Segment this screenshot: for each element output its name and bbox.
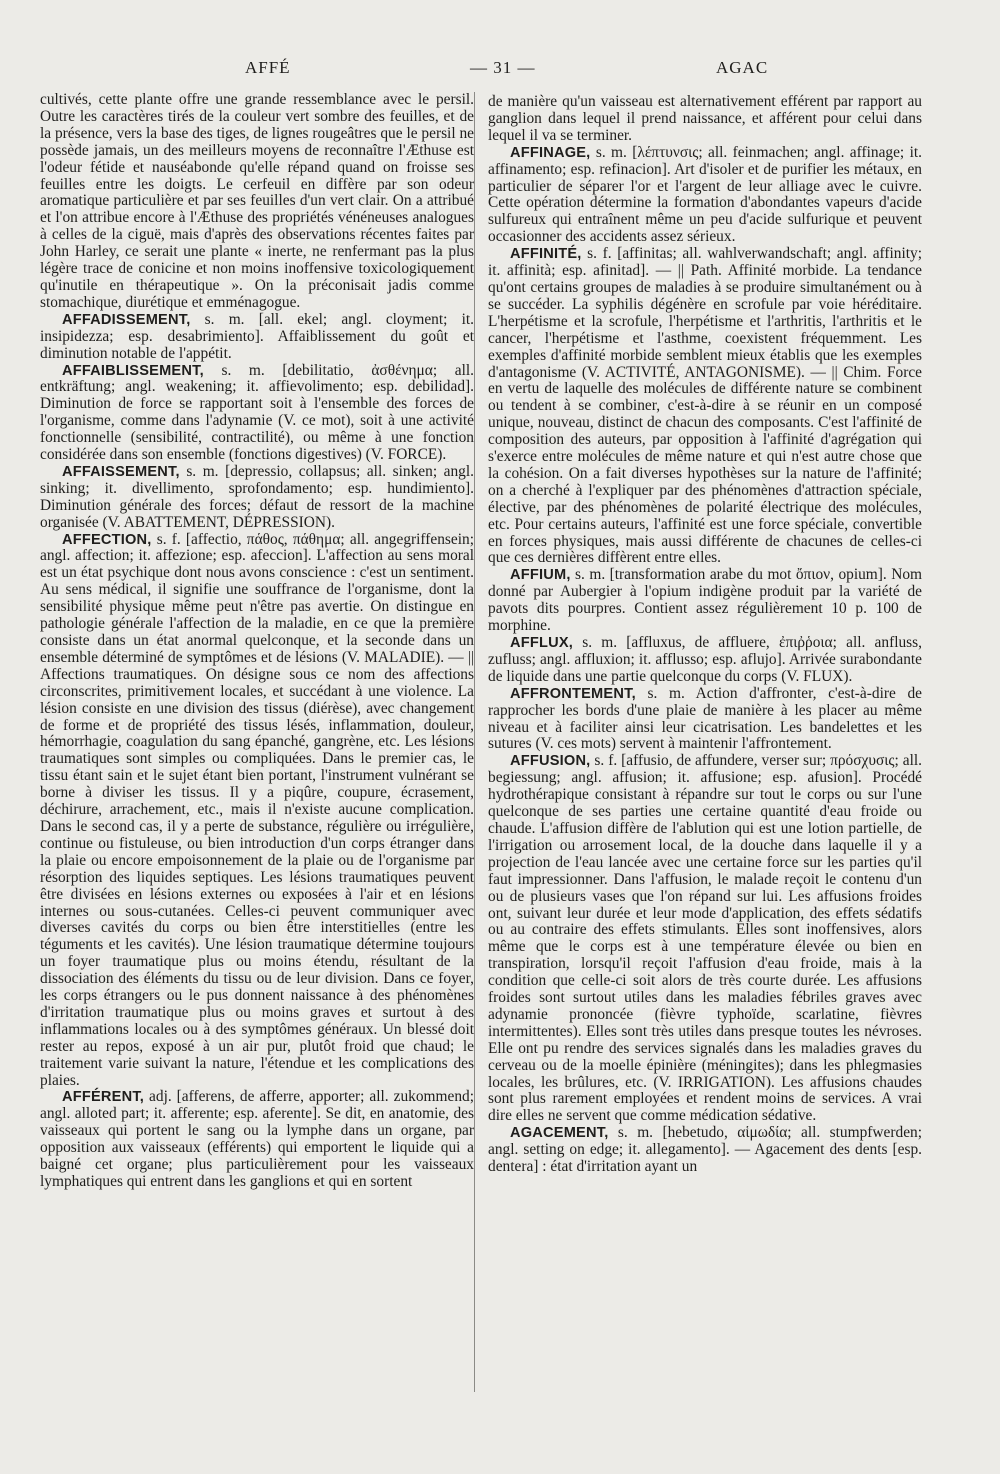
entry-text: s. m. [debilitatio, ἀσθένημα; all. entkräftung; angl. weakening; it. affievolimento; esp. debilidad]. Diminution de force se rapportant soit à l'ensemble des forces de l'organisme, comme dans l'adynamie (V. ce mot), soit à une activité fonctionnelle (sensibilité, contractilité), ou même à une fonction considérée dans son ensemble (fonctions digestives) (V. FORCE). xyxy=(40,361,474,464)
dictionary-entry xyxy=(488,145,922,246)
entry-text: s. m. [depressio, collapsus; all. sinken; angl. sinking; it. divellimento, sprofondamento; esp. hundimiento]. Diminution générale des forces; défaut de ressort de la machine organisée (V. ABATTEMENT, DÉPRESSION). xyxy=(40,462,474,531)
entry-text: de manière qu'un vaisseau est alternativement efférent par rapport au ganglion dans lequel il prend naissance, et afférent pour celui dans lequel il va se terminer. xyxy=(488,93,922,144)
entry-headword: AFFÉRENT, xyxy=(62,1089,145,1106)
header-left-guide-word: AFFÉ xyxy=(245,58,291,77)
dictionary-entry xyxy=(40,363,474,464)
entry-headword: AFFAISSEMENT, xyxy=(62,463,180,480)
entry-headword: AFFADISSEMENT, xyxy=(62,311,191,328)
left-column xyxy=(40,92,474,1191)
entry-headword: AFFLUX, xyxy=(510,635,574,651)
entry-text: s. m. Action d'affronter, c'est-à-dire de rapprocher les bords d'une plaie de manière à les placer au même niveau et à faciliter ainsi leur cicatrisation. Les bandelettes et les sutures (V. ces mots) servent à maintenir l'affrontement. xyxy=(488,684,922,753)
page-number: — 31 — xyxy=(470,58,536,77)
entry-headword: AFFUSION, xyxy=(510,753,591,770)
entry-text: s. m. [λέπτυνσις; all. feinmachen; angl. affinage; it. affinamento; esp. refinacion]. Art d'isoler et de purifier les métaux, en particulier de séparer l'or et l'argent de leur alliage avec le cuivre. Cette opération détermine la formation d'abondantes vapeurs d'acide sulfureux qui entraînent même un peu d'acide sulfurique et peuvent occasionner des accidents assez sérieux. xyxy=(488,143,922,246)
entry-text: adj. [afferens, de afferre, apporter; all. zukommend; angl. alloted part; it. afferente; esp. aferente]. Se dit, en anatomie, des vaisseaux qui portent le sang ou la lymphe dans un organe, par opposition aux vaisseaux (efférents) qui emportent le liquide qui a baigné cet organe; plus particulièrement pour les vaisseaux lymphatiques qui entrent dans les ganglions et qui en sortent xyxy=(40,1088,474,1190)
entry-headword: AGACEMENT, xyxy=(510,1125,609,1142)
dictionary-entry xyxy=(488,753,922,1125)
entry-headword: AFFAIBLISSEMENT, xyxy=(62,362,204,379)
dictionary-entry xyxy=(40,532,474,1090)
dictionary-entry xyxy=(488,94,922,145)
dictionary-entry xyxy=(40,312,474,363)
entry-text: s. m. [all. ekel; angl. cloyment; it. insipidezza; esp. desabrimiento]. Affaiblissement du goût et diminution notable de l'appétit. xyxy=(40,310,474,362)
right-column xyxy=(488,94,922,1176)
dictionary-entry xyxy=(488,246,922,567)
entry-text: cultivés, cette plante offre une grande ressemblance avec le persil. Outre les caractères tirés de la couleur vert sombre des feuilles, et de la présence, vers la base des tiges, de lignes rougeâtres que le persil ne possède jamais, un des meilleurs moyens de reconnaître l'Æthuse est l'odeur fétide et nauséabonde qu'elle répand quand on froisse ses feuilles entre les doigts. Le cerfeuil en diffère par son odeur aromatique particulière et par ses feuilles d'un vert clair. On a attribué et l'on attribue encore à l'Æthuse des propriétés vénéneuses analogues à celles de la ciguë, mais d'après des observations récentes faites par John Harley, ce serait une plante « inerte, ne renfermant pas la plus légère trace de conicine et non moins inoffensive toxicologiquement qu'inutile en thérapeutique ». On la préconisait jadis comme stomachique, diurétique et emménagogue. xyxy=(40,91,474,311)
column-divider xyxy=(474,92,475,1392)
entry-text: s. f. [affectio, πάθος, πάθημα; all. angegriffensein; angl. affection; it. affezione; esp. afeccion]. L'affection au sens moral est un état psychique dont nous avons conscience : c'est un sentiment. Au sens médical, il signifie une souffrance de l'organisme, dont la sensibilité physique même peut n'être pas avertie. On distingue en pathologie générale l'affection de la maladie, en ce que la première consiste dans un état anormal quelconque, et la seconde dans un ensemble déterminé de symptômes et de lésions (V. MALADIE). — || Affections traumatiques. On désigne sous ce nom des affections circonscrites, primitivement locales, et succédant à une violence. La lésion consiste en une division des tissus (diérèse), avec changement de forme et de propriété des tissus lésés, inflammation, douleur, hémorrhagie, coagulation du sang épanché, gangrène, etc. Les lésions traumatiques sont simples ou compliquées. Dans le premier cas, le tissu étant sain et le sujet étant bien portant, l'instrument vulnérant se borne à diviser les tissus. Il y a piqûre, coupure, écrasement, déchirure, arrachement, etc., mais il n'existe aucune complication. Dans le second cas, il y a perte de substance, régulière ou irrégulière, continue ou fistuleuse, ou bien introduction d'un corps étranger dans la plaie ou encore empoisonnement de la plaie ou de l'organisme par résorption des liquides septiques. Les lésions traumatiques peuvent être divisées en lésions externes ou exposées à l'air et en lésions internes ou sous-cutanées. Celles-ci peuvent communiquer avec diverses cavités du corps ou bien être interstitielles (entre les téguments et les cavités). Une lésion traumatique détermine toujours un foyer traumatique plus ou moins étendu, résultant de la dissociation des éléments du tissu ou de leur division. Dans ce foyer, les corps étrangers ou le pus donnent naissance à des phénomènes d'irritation traumatique plus ou moins graves et surtout à des inflammations locales ou à des symptômes généraux. Un blessé doit rester au repos, exposé à un air pur, plutôt froid que chaud; le traitement varie suivant la nature, l'étendue et les complications des plaies. xyxy=(40,530,474,1089)
entry-headword: AFFINAGE, xyxy=(510,144,591,161)
entry-text: s. m. [affluxus, de affluere, ἐπιῤῥοια; all. anfluss, zufluss; angl. affluxion; it. afflusso; esp. aflujo]. Arrivée surabondante de liquide dans une partie quelconque du corps (V. FLUX). xyxy=(488,634,922,685)
entry-headword: AFFINITÉ, xyxy=(510,246,582,263)
entry-headword: AFFECTION, xyxy=(62,531,152,548)
dictionary-entry xyxy=(488,567,922,635)
dictionary-entry xyxy=(40,92,474,312)
entry-text: s. m. [hebetudo, αἱμωδία; all. stumpfwerden; angl. setting on edge; it. allegamento]. — Agacement des dents [esp. dentera] : état d'irritation ayant un xyxy=(488,1124,922,1176)
running-header xyxy=(40,58,960,82)
entry-headword: AFFRONTEMENT, xyxy=(510,685,636,702)
dictionary-entry xyxy=(488,1125,922,1176)
dictionary-entry xyxy=(40,464,474,532)
dictionary-entry xyxy=(488,635,922,686)
entry-text: s. f. [affusio, de affundere, verser sur; πρόσχυσις; all. begiessung; angl. affusion; it. affusione; esp. afusion]. Procédé hydrothérapique consistant à répandre sur tout le corps ou sur l'une quelconque de ses parties une certaine quantité d'eau froide ou chaude. L'affusion diffère de l'ablution qui est une lotion partielle, de l'irrigation ou arrosement local, de la douche dans laquelle il y a projection de l'eau lancée avec une certaine force sur les parties qu'il faut impressionner. Dans l'affusion, le malade reçoit le contenu d'un ou de plusieurs vases que l'on répand sur lui. Les affusions froides ont, suivant leur durée et leur mode d'application, des effets sédatifs ou au contraire des effets stimulants. Elles sont inoffensives, alors même que le corps est à une température élevée ou bien en transpiration, lorsqu'il reçoit l'affusion d'eau froide, mais à la condition que celle-ci soit alors de très courte durée. Les affusions froides sont surtout utiles dans les maladies fébriles graves avec adynamie prononcée (fièvre typhoïde, scarlatine, fièvres intermittentes). Elles sont très utiles dans presque toutes les névroses. Elle ont pu rendre des services signalés dans les maladies graves du cerveau ou de la moelle épinière (méningites); dans les phlegmasies locales, les brûlures, etc. (V. IRRIGATION). Les affusions chaudes sont plus rarement employées et rendent moins de services. A vrai dire elles ne servent que comme médication sédative. xyxy=(488,752,922,1125)
header-right-guide-word: AGAC xyxy=(716,58,769,77)
dictionary-entry xyxy=(488,686,922,754)
entry-headword: AFFIUM, xyxy=(510,567,571,584)
dictionary-entry xyxy=(40,1089,474,1190)
entry-text: s. f. [affinitas; all. wahlverwandschaft; angl. affinity; it. affinità; esp. afinitad]. — || Path. Affinité morbide. La tendance qu'ont certains groupes de maladies à se produire simultanément ou à se succéder. La syphilis dégénère en scrofule par voie héréditaire. L'herpétisme et la scrofule, l'herpétisme et l'arthritis, l'arthritis et le cancer, l'herpétisme et l'asthme, coexistent fréquemment. Les exemples d'affinité morbide semblent mieux établis que les exemples d'antagonisme (V. ACTIVITÉ, ANTAGONISME). — || Chim. Force en vertu de laquelle des molécules de différente nature se combinent ou tendent à se combiner, c'est-à-dire à se réunir en un composé unique, nouveau, distinct de chacun des composants. C'est l'affinité de composition des auteurs, par opposition à l'affinité d'agrégation qui s'exerce entre molécules de même nature et qui n'est autre chose que la cohésion. On a fait diverses hypothèses sur la nature de l'affinité; on a cherché à l'expliquer par des phénomènes d'attraction spéciale, élective, par des phénomènes de polarité électrique des molécules, etc. Pour certains auteurs, l'affinité est une force spéciale, convertible en forces physiques, mais aussi différente de chacunes de celles-ci que ces dernières diffèrent entre elles. xyxy=(488,245,922,567)
entry-text: s. m. [transformation arabe du mot ὄπιον, opium]. Nom donné par Aubergier à l'opium indigène produit par la variété de pavots dits pourpres. Contient assez régulièrement 10 p. 100 de morphine. xyxy=(488,566,922,635)
